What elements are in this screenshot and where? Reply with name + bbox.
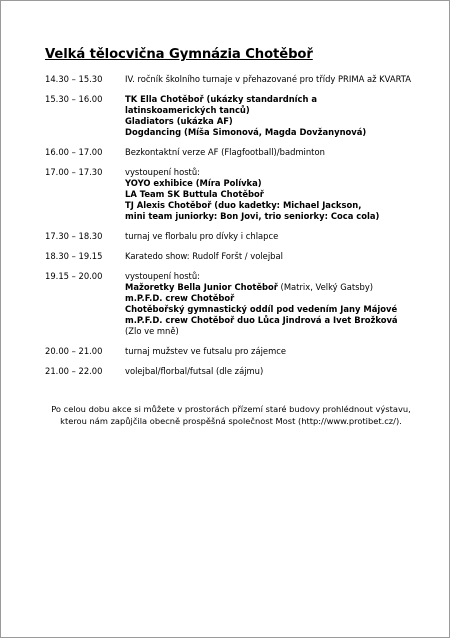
schedule-description [125, 271, 445, 337]
schedule-time: 20.00 – 21.00 [45, 346, 103, 356]
schedule-line-part: (Matrix, Velký Gatsby) [277, 282, 374, 292]
schedule-description [125, 94, 445, 138]
schedule-time: 14.30 – 15.30 [45, 74, 103, 84]
schedule-row [45, 147, 445, 158]
schedule-line: Karatedo show: Rudolf Foršt / volejbal [125, 251, 283, 261]
schedule-line: m.P.F.D. crew Chotěboř [125, 293, 235, 303]
schedule-row [45, 231, 445, 242]
schedule-line: turnaj ve florbalu pro dívky i chlapce [125, 231, 279, 241]
schedule-line: vystoupení hostů: [125, 167, 200, 177]
schedule-line: (Zlo ve mně) [125, 326, 179, 336]
schedule-line: Chotěbořský gymnastický oddíl pod vedením Jany Májové [125, 304, 398, 314]
schedule-description [125, 74, 445, 85]
footer-line: Po celou dobu akce si můžete v prostorách přízemí staré budovy prohlédnout výstavu, [51, 404, 411, 414]
schedule-line [125, 282, 445, 293]
schedule-line-part: Mažoretky Bella Junior Chotěboř [125, 282, 278, 292]
schedule-time: 18.30 – 19.15 [45, 251, 103, 261]
schedule-line: Gladiators (ukázka AF) [125, 116, 233, 126]
schedule-line: mini team juniorky: Bon Jovi, trio seniorky: Coca cola) [125, 211, 380, 221]
schedule-line: TK Ella Chotěboř (ukázky standardních a latinskoamerických tanců) [125, 94, 318, 115]
schedule-time: 16.00 – 17.00 [45, 147, 103, 157]
schedule-row [45, 346, 445, 357]
schedule-description [125, 366, 445, 377]
schedule-row [45, 251, 445, 262]
schedule-row [45, 94, 445, 138]
schedule-time: 21.00 – 22.00 [45, 366, 103, 376]
schedule-time: 17.30 – 18.30 [45, 231, 103, 241]
schedule-time: 19.15 – 20.00 [45, 271, 103, 281]
schedule-time: 17.00 – 17.30 [45, 167, 103, 177]
schedule-description [125, 147, 445, 158]
schedule-line: TJ Alexis Chotěboř (duo kadetky: Michael Jackson, [125, 200, 362, 210]
schedule-line: Dogdancing (Míša Simonová, Magda Dovžanynová) [125, 127, 367, 137]
schedule-list [45, 74, 445, 386]
schedule-line: Bezkontaktní verze AF (Flagfootball)/badminton [125, 147, 325, 157]
schedule-description [125, 346, 445, 357]
schedule-line: YOYO exhibice (Míra Polívka) [125, 178, 262, 188]
schedule-line: vystoupení hostů: [125, 271, 200, 281]
schedule-row [45, 167, 445, 222]
schedule-line: turnaj mužstev ve futsalu pro zájemce [125, 346, 286, 356]
schedule-description [125, 167, 445, 222]
schedule-row [45, 271, 445, 337]
schedule-line: m.P.F.D. crew Chotěboř duo Lůca Jindrová a Ivet Brožková [125, 315, 398, 325]
footer-line: kterou nám zapůjčila obecně prospěšná společnost Most (http://www.protibet.cz/). [60, 416, 402, 426]
schedule-row [45, 366, 445, 377]
schedule-row [45, 74, 445, 85]
schedule-description [125, 231, 445, 242]
page-title: Velká tělocvična Gymnázia Chotěboř [45, 47, 313, 62]
schedule-line: LA Team SK Buttula Chotěboř [125, 189, 264, 199]
schedule-line: IV. ročník školního turnaje v přehazované pro třídy PRIMA až KVARTA [125, 74, 411, 84]
footer-note [41, 403, 421, 427]
schedule-line: volejbal/florbal/futsal (dle zájmu) [125, 366, 264, 376]
schedule-description [125, 251, 445, 262]
schedule-time: 15.30 – 16.00 [45, 94, 103, 104]
